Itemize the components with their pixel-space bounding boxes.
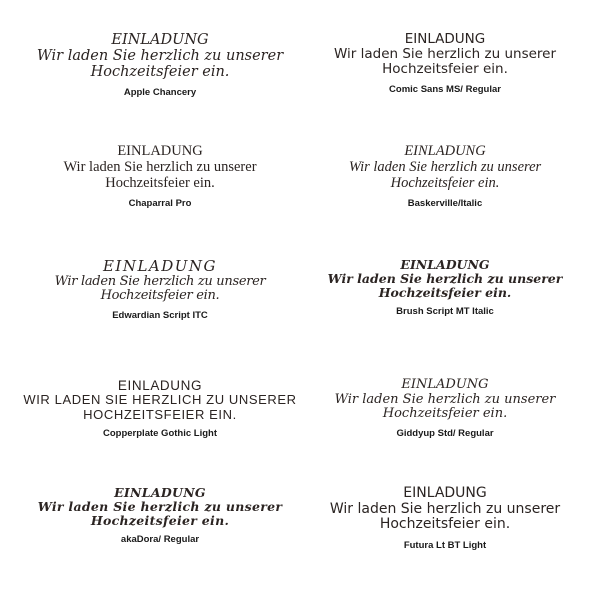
sample-title: EINLADUNG xyxy=(404,143,486,159)
font-sample-copperplate-gothic xyxy=(15,378,305,439)
font-sample-baskerville-italic xyxy=(300,143,590,209)
sample-text-line-1: Wir laden Sie herzlich zu unserer xyxy=(333,46,557,63)
sample-text-line-2: HOCHZEITSFEIER EIN. xyxy=(83,406,237,422)
sample-text-line-2: Hochzeitsfeier ein. xyxy=(382,406,508,422)
sample-text-line-1: Wir laden Sie herzlich zu unserer xyxy=(54,273,266,289)
font-sample-akadora xyxy=(15,486,305,545)
font-sample-edwardian-script xyxy=(15,258,305,321)
font-name-label: Comic Sans MS/ Regular xyxy=(389,84,501,96)
sample-text-line-2: Hochzeitsfeier ein. xyxy=(382,61,508,78)
sample-text-line-2: Hochzeitsfeier ein. xyxy=(378,285,512,300)
sample-title: EINLADUNG xyxy=(117,378,203,393)
sample-text-line-1: Wir laden Sie herzlich zu unserer xyxy=(329,500,561,517)
sample-text-line-1: Wir laden Sie herzlich zu unserer xyxy=(327,271,563,286)
sample-title: EINLADUNG xyxy=(404,31,486,47)
sample-text-line-1: Wir laden Sie herzlich zu unserer xyxy=(37,499,283,514)
sample-title: EINLADUNG xyxy=(400,257,490,272)
font-name-label: Futura Lt BT Light xyxy=(403,540,487,552)
font-name-label: Chaparral Pro xyxy=(128,197,192,209)
sample-text-line-2: Hochzeitsfeier ein. xyxy=(90,513,230,528)
sample-text-line-1: Wir laden Sie herzlich zu unserer xyxy=(334,391,556,407)
sample-text-line-1: WIR LADEN SIE HERZLICH ZU UNSERER xyxy=(23,392,297,408)
font-sample-giddyup-std xyxy=(300,378,590,439)
font-sample-chaparral-pro xyxy=(15,143,305,209)
font-name-label: Copperplate Gothic Light xyxy=(103,428,217,440)
font-sample-apple-chancery xyxy=(15,32,305,98)
font-sample-brush-script xyxy=(300,258,590,317)
font-name-label: Brush Script MT Italic xyxy=(396,306,494,317)
font-name-label: Giddyup Std/ Regular xyxy=(396,427,494,439)
sample-text-line-2: Hochzeitsfeier ein. xyxy=(105,175,215,192)
font-name-label: akaDora/ Regular xyxy=(120,534,200,545)
sample-text-line-1: Wir laden Sie herzlich zu unserer xyxy=(36,48,284,65)
font-name-label: Baskerville/Italic xyxy=(407,197,483,209)
sample-title: EINLADUNG xyxy=(403,485,487,501)
sample-text-line-1: Wir laden Sie herzlich zu unserer xyxy=(348,159,542,176)
sample-title: EINLADUNG xyxy=(401,377,489,392)
sample-title: EINLADUNG xyxy=(111,32,209,48)
sample-text-line-2: Hochzeitsfeier ein. xyxy=(90,64,230,81)
sample-text-line-2: Hochzeitsfeier ein. xyxy=(379,516,511,533)
sample-title: EINLADUNG xyxy=(114,485,206,500)
font-sample-futura-light xyxy=(300,486,590,551)
font-name-label: Apple Chancery xyxy=(123,86,197,98)
sample-text-line-1: Wir laden Sie herzlich zu unserer xyxy=(63,159,257,176)
sample-text-line-2: Hochzeitsfeier ein. xyxy=(390,175,500,192)
sample-text-line-2: Hochzeitsfeier ein. xyxy=(100,288,220,304)
sample-title: EINLADUNG xyxy=(117,143,203,159)
sample-title: EINLADUNG xyxy=(102,257,218,275)
font-sample-comic-sans xyxy=(300,32,590,95)
font-name-label: Edwardian Script ITC xyxy=(112,309,208,321)
